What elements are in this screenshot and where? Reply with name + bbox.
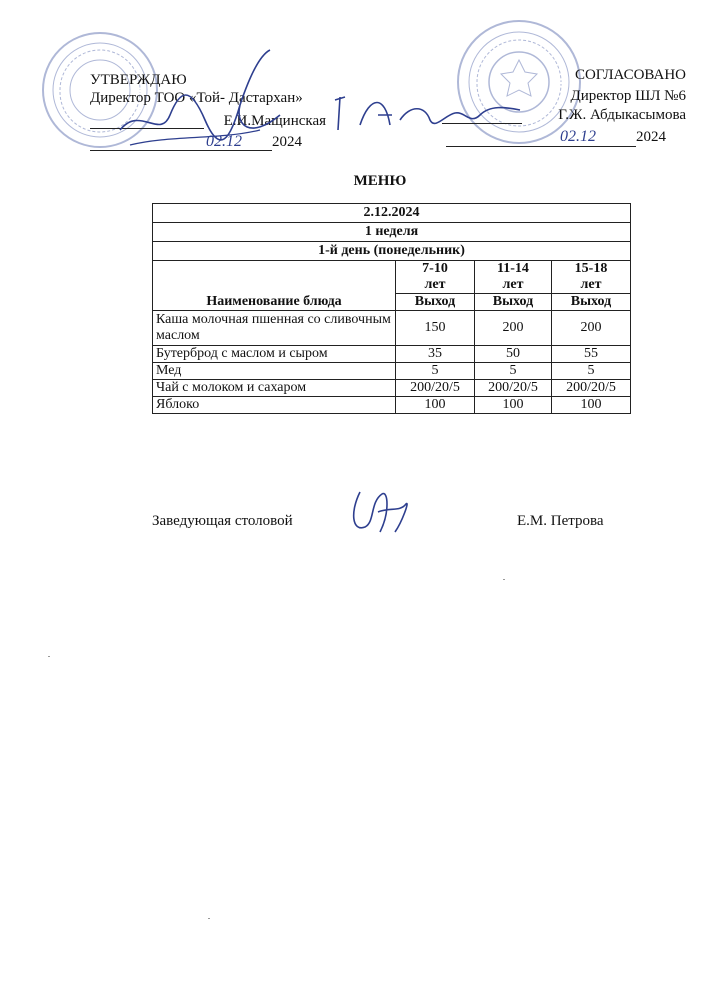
yield-value: 5 <box>396 363 475 380</box>
week-row <box>153 223 631 242</box>
agree-date-line <box>446 146 636 147</box>
scan-speck <box>503 579 505 580</box>
dish-name: Каша молочная пшенная со сливочным маслом <box>153 311 396 346</box>
scan-speck <box>48 656 50 657</box>
approve-position: Директор ТОО «Той- Дастархан» <box>90 90 303 106</box>
yield-value: 50 <box>475 346 552 363</box>
agree-title: СОГЛАСОВАНО <box>574 67 686 83</box>
menu-week: 1 неделя <box>153 223 631 242</box>
agree-name: Г.Ж. Абдыкасымова <box>558 107 686 123</box>
yield-value: 150 <box>396 311 475 346</box>
agree-name-line <box>442 123 522 124</box>
age-group-1: 7-10 лет <box>396 261 475 294</box>
yield-header: Выход <box>475 294 552 311</box>
dish-header: Наименование блюда <box>153 261 396 311</box>
canteen-head-name: Е.М. Петрова <box>517 513 604 529</box>
document-title: МЕНЮ <box>353 173 407 189</box>
table-row <box>153 397 631 414</box>
dish-name: Чай с молоком и сахаром <box>153 380 396 397</box>
yield-value: 100 <box>396 397 475 414</box>
yield-value: 200 <box>552 311 631 346</box>
approve-name: Е.И.Мащинская <box>223 113 326 129</box>
menu-day: 1-й день (понедельник) <box>153 242 631 261</box>
yield-value: 5 <box>552 363 631 380</box>
canteen-head-role: Заведующая столовой <box>152 513 293 529</box>
yield-value: 100 <box>475 397 552 414</box>
menu-table <box>152 203 631 414</box>
agree-position: Директор ШЛ №6 <box>570 88 686 104</box>
table-row <box>153 363 631 380</box>
yield-value: 200/20/5 <box>475 380 552 397</box>
age-header-row <box>153 261 631 294</box>
menu-date: 2.12.2024 <box>153 204 631 223</box>
age-group-3: 15-18 лет <box>552 261 631 294</box>
yield-value: 200/20/5 <box>552 380 631 397</box>
approve-title: УТВЕРЖДАЮ <box>90 72 187 88</box>
yield-value: 5 <box>475 363 552 380</box>
dish-name: Яблоко <box>153 397 396 414</box>
yield-value: 200/20/5 <box>396 380 475 397</box>
agree-date-handwritten: 02.12 <box>560 128 596 145</box>
table-row <box>153 346 631 363</box>
table-row <box>153 311 631 346</box>
yield-value: 35 <box>396 346 475 363</box>
scan-speck <box>208 918 210 919</box>
yield-header: Выход <box>396 294 475 311</box>
age-group-2: 11-14 лет <box>475 261 552 294</box>
approve-date-handwritten: 02.12 <box>206 133 242 150</box>
yield-value: 100 <box>552 397 631 414</box>
director-signature <box>110 45 290 155</box>
date-row <box>153 204 631 223</box>
canteen-head-signature <box>340 482 420 542</box>
day-row <box>153 242 631 261</box>
approve-year: 2024 <box>272 134 302 150</box>
yield-value: 200 <box>475 311 552 346</box>
yield-header: Выход <box>552 294 631 311</box>
yield-value: 55 <box>552 346 631 363</box>
table-row <box>153 380 631 397</box>
dish-name: Бутерброд с маслом и сыром <box>153 346 396 363</box>
agree-year: 2024 <box>636 129 666 145</box>
dish-name: Мед <box>153 363 396 380</box>
